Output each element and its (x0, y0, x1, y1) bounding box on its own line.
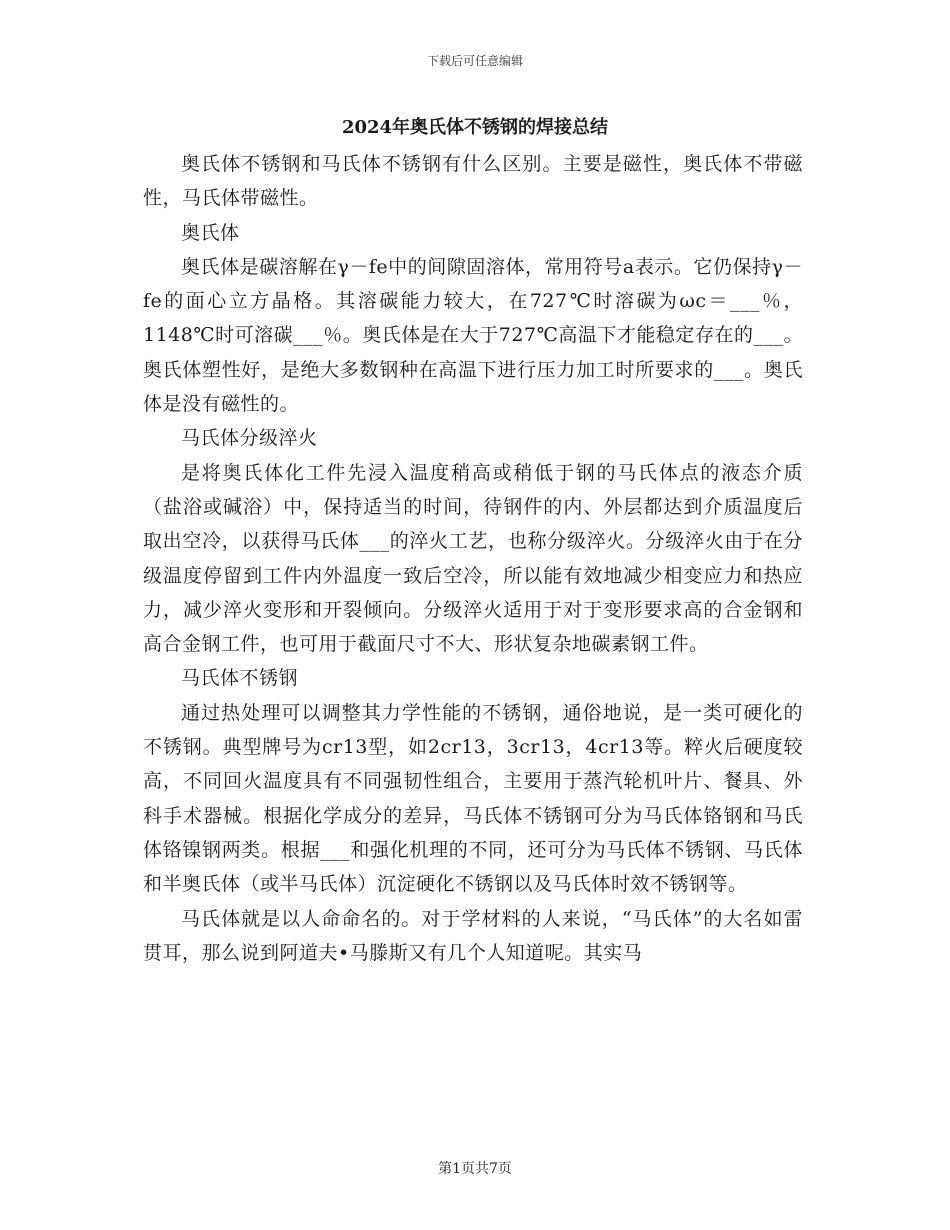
section-heading-austenite: 奥氏体 (181, 221, 240, 244)
document-title: 2024年奥氏体不锈钢的焊接总结 (341, 117, 609, 138)
section-heading-martensitic-stainless: 马氏体不锈钢 (181, 667, 299, 690)
paragraph-austenite: 奥氏体是碳溶解在γ－fe中的间隙固溶体，常用符号a表示。它仍保持γ－fe的面心立方晶格。其溶碳能力较大，在727℃时溶碳为ωc＝___％，1148℃时可溶碳___％。奥氏体是在大于727℃高温下才能稳定存在的___。奥氏体塑性好，是绝大多数钢种在高温下进行压力加工时所要求的___。奥氏体是没有磁性的。 (143, 255, 803, 416)
page-number: 第1页共7页 (438, 1161, 512, 1177)
paragraph-martensitic-stainless: 通过热处理可以调整其力学性能的不锈钢，通俗地说，是一类可硬化的不锈钢。典型牌号为cr13型，如2cr13，3cr13，4cr13等。粹火后硬度较高，不同回火温度具有不同强韧性组合，主要用于蒸汽轮机叶片、餐具、外科手术器械。根据化学成分的差异，马氏体不锈钢可分为马氏体铬钢和马氏体铬镍钢两类。根据___和强化机理的不同，还可分为马氏体不锈钢、马氏体和半奥氏体（或半马氏体）沉淀硬化不锈钢以及马氏体时效不锈钢等。 (143, 701, 803, 896)
document-body (143, 147, 803, 970)
paragraph-intro: 奥氏体不锈钢和马氏体不锈钢有什么区别。主要是磁性，奥氏体不带磁性，马氏体带磁性。 (143, 153, 803, 210)
section-heading-martempering: 马氏体分级淬火 (181, 427, 318, 450)
page-header-note: 下载后可任意编辑 (426, 54, 523, 68)
paragraph-martens-history: 马氏体就是以人命命名的。对于学材料的人来说，“马氏体”的大名如雷贯耳，那么说到阿道夫•马滕斯又有几个人知道呢。其实马 (143, 907, 803, 964)
paragraph-martempering: 是将奥氏体化工件先浸入温度稍高或稍低于钢的马氏体点的液态介质（盐浴或碱浴）中，保持适当的时间，待钢件的内、外层都达到介质温度后取出空冷，以获得马氏体___的淬火工艺，也称分级淬火。分级淬火由于在分级温度停留到工件内外温度一致后空冷，所以能有效地减少相变应力和热应力，减少淬火变形和开裂倾向。分级淬火适用于对于变形要求高的合金钢和高合金钢工件，也可用于截面尺寸不大、形状复杂地碳素钢工件。 (143, 461, 803, 656)
